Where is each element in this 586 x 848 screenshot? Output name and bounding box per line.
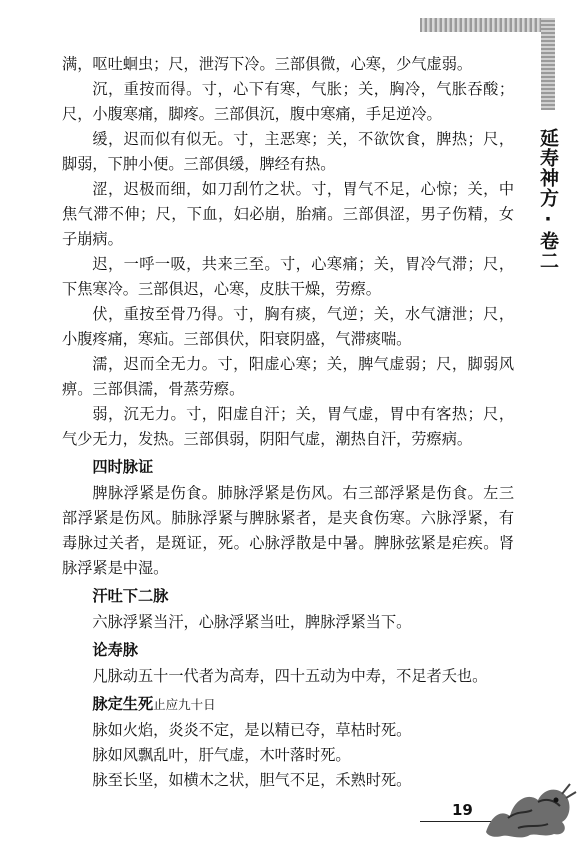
dragon-ornament-icon — [478, 770, 578, 840]
paragraph: 满，呕吐蛔虫；尺，泄泻下冷。三部俱微，心寒，少气虚弱。 — [62, 55, 473, 73]
paragraph: 凡脉动五十一代者为高寿，四十五动为中寿，不足者夭也。 — [92, 667, 488, 685]
paragraph: 缓，迟而似有似无。寸，主恶寒；关，不欲饮食，脾热；尺，脚弱，下肿小便。三部俱缓，脾经有热。 — [62, 130, 514, 173]
section-heading: 汗吐下二脉 — [92, 587, 169, 605]
section-heading: 论寿脉 — [92, 641, 138, 659]
paragraph: 弱，沉无力。寸，阳虚自汗；关，胃气虚，胃中有客热；尺，气少无力，发热。三部俱弱，阴阳气虚，潮热自汗，劳瘵病。 — [62, 405, 514, 448]
section-heading — [62, 691, 514, 718]
section-heading: 四时脉证 — [92, 458, 154, 476]
paragraph: 脉如火焰，炎炎不定，是以精已夺，草枯时死。 — [92, 721, 412, 739]
paragraph: 迟，一呼一吸，共来三至。寸，心寒痛；关，胃冷气滞；尺，下焦寒冷。三部俱迟，心寒，皮肤干燥，劳瘵。 — [62, 255, 514, 298]
paragraph: 六脉浮紧当汗，心脉浮紧当吐，脾脉浮紧当下。 — [92, 613, 412, 631]
paragraph: 伏，重按至骨乃得。寸，胸有痰，气逆；关，水气溏泄；尺，小腹疼痛，寒疝。三部俱伏，阳衰阴盛，气滞痰喘。 — [62, 305, 514, 348]
paragraph: 脉至长坚，如横木之状，胆气不足，禾熟时死。 — [92, 771, 412, 789]
paragraph: 濡，迟而全无力。寸，阳虚心寒；关，脾气虚弱；尺，脚弱风痹。三部俱濡，骨蒸劳瘵。 — [62, 355, 514, 398]
running-title: 延寿神方·卷二 — [537, 128, 559, 271]
paragraph: 脉如风飘乱叶，肝气虚，木叶落时死。 — [92, 746, 351, 764]
paragraph: 脾脉浮紧是伤食。肺脉浮紧是伤风。右三部浮紧是伤食。左三部浮紧是伤风。肺脉浮紧与脾脉紧者，是夹食伤寒。六脉浮紧，有毒脉过关者，是斑证，死。心脉浮散是中暑。脾脉弦紧是疟疾。肾脉浮紧是中湿。 — [62, 484, 514, 577]
paragraph: 涩，迟极而细，如刀刮竹之状。寸，胃气不足，心惊；关，中焦气滞不伸；尺，下血，妇必崩，胎痛。三部俱涩，男子伤精，女子崩病。 — [62, 180, 514, 248]
page-body — [62, 52, 514, 793]
section-heading-note: 止应九十日 — [153, 697, 216, 712]
page-number: 19 — [452, 801, 473, 819]
header-decoration — [420, 18, 555, 32]
side-decoration — [541, 18, 555, 110]
section-heading-text: 脉定生死 — [92, 695, 154, 713]
paragraph: 沉，重按而得。寸，心下有寒，气胀；关，胸冷，气胀吞酸；尺，小腹寒痛，脚疼。三部俱沉，腹中寒痛，手足逆冷。 — [62, 80, 514, 123]
